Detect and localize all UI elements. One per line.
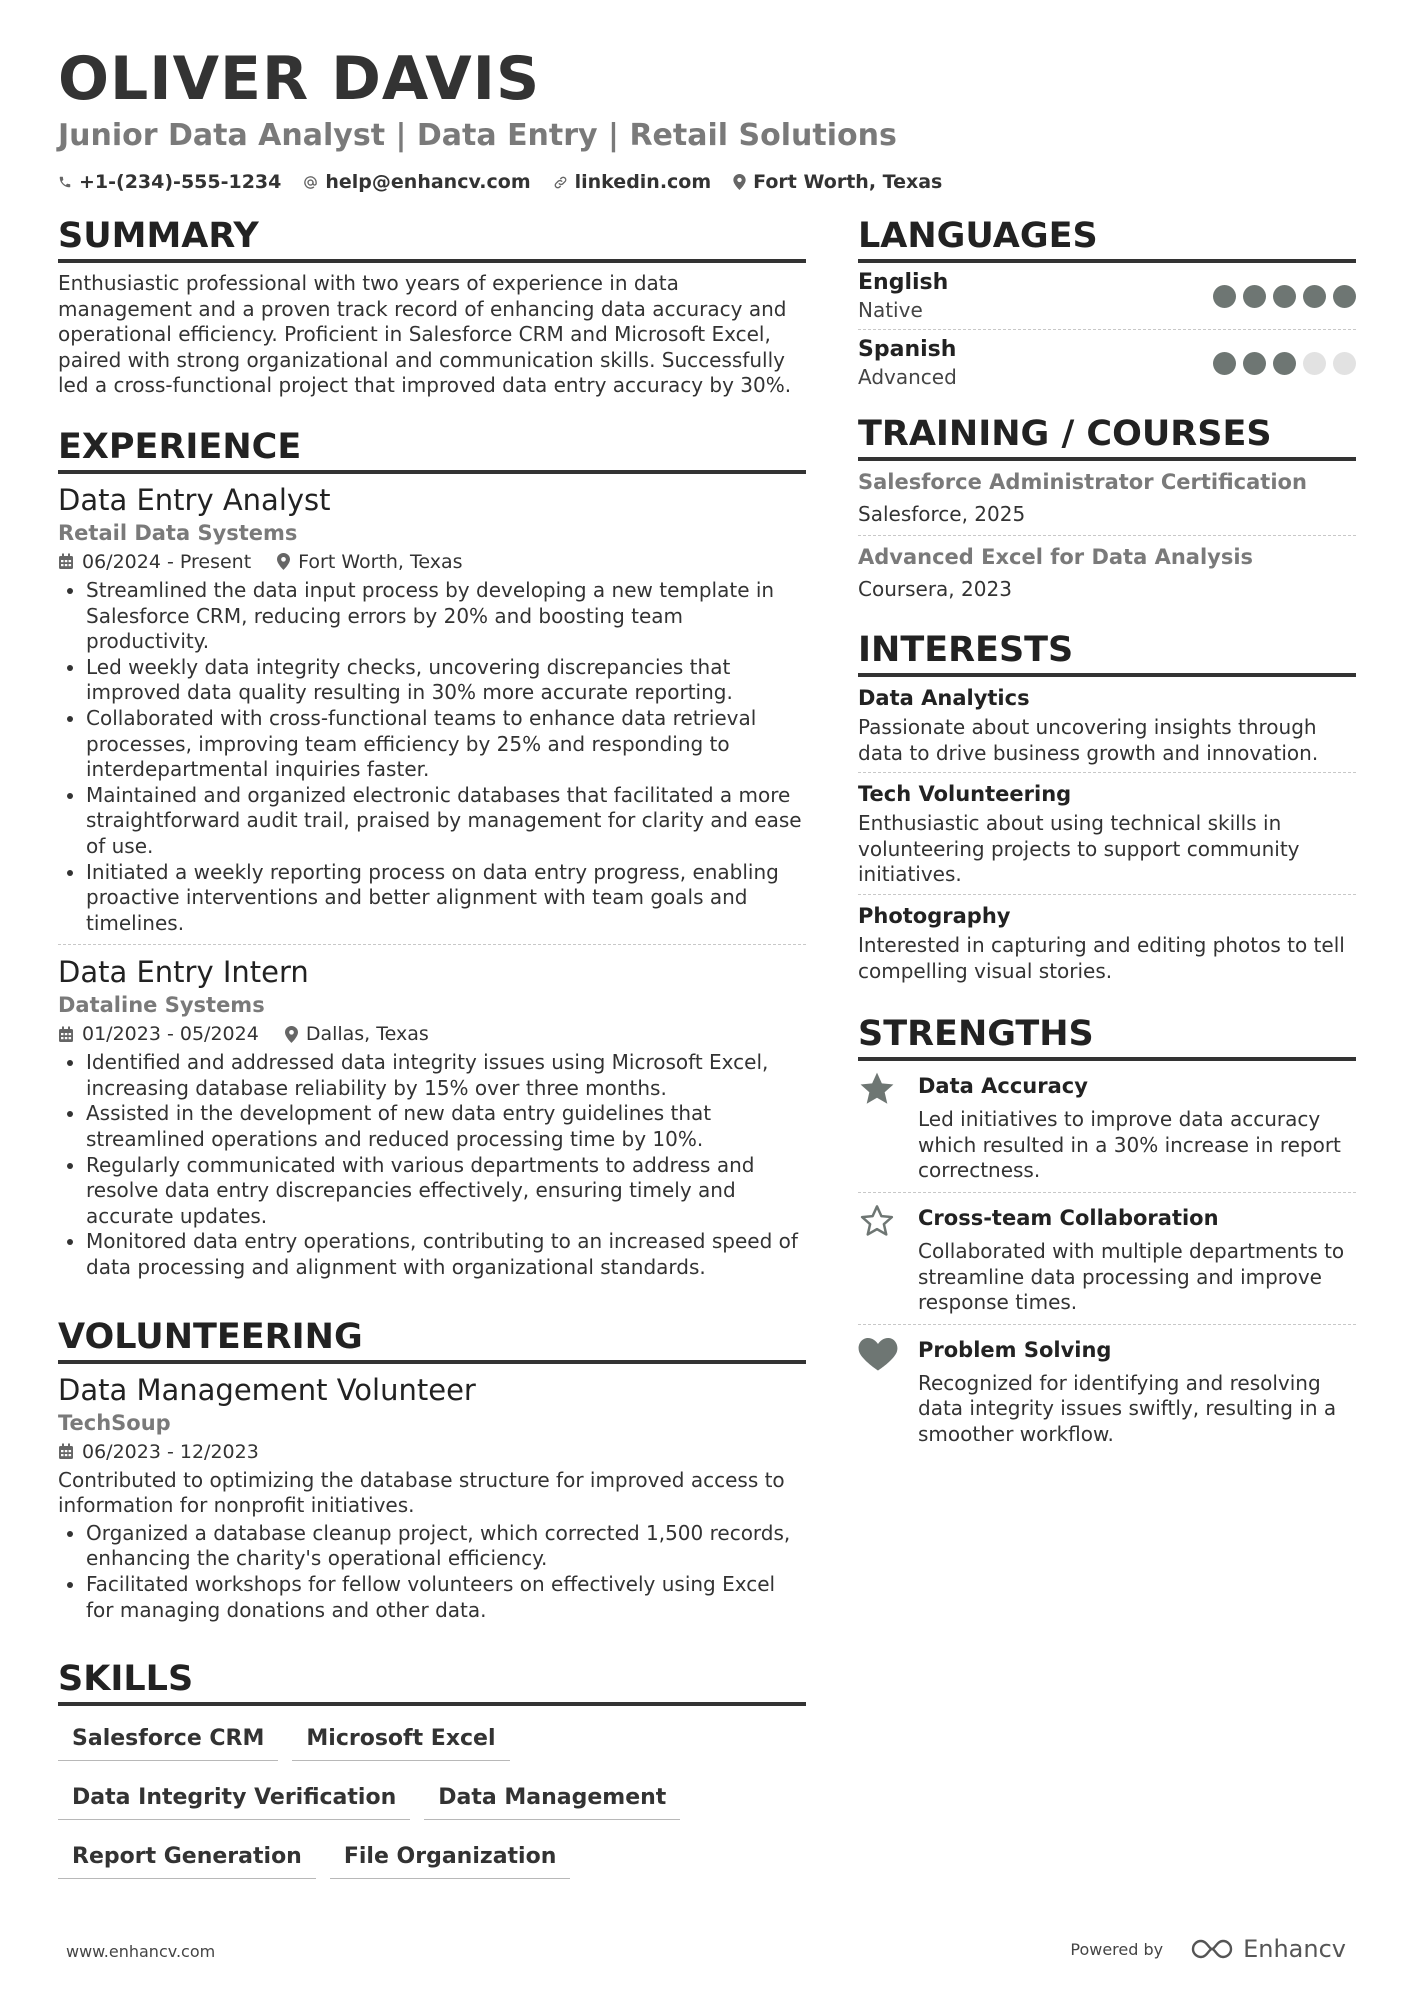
interest-title: Data Analytics xyxy=(858,686,1030,710)
contact-phone[interactable] xyxy=(58,171,281,193)
volunteering-section xyxy=(58,1315,806,1632)
job-bullets xyxy=(58,578,806,936)
course-org: Coursera, 2023 xyxy=(858,577,1012,601)
job-company: Dataline Systems xyxy=(58,993,265,1018)
job-bullet: • Assisted in the development of new data entry guidelines that streamlined operations and reduced processing time by 10%. xyxy=(86,1101,806,1152)
course-title: Advanced Excel for Data Analysis xyxy=(858,545,1254,569)
job-bullet: • Led weekly data integrity checks, uncovering discrepancies that improved data quality resulting in 30% more accurate reporting. xyxy=(86,655,806,706)
interest-title: Photography xyxy=(858,903,1011,928)
at-icon xyxy=(303,175,318,190)
rating-dot-filled xyxy=(1213,285,1236,308)
location-pin-icon xyxy=(285,1026,298,1043)
language-name: English xyxy=(858,270,949,295)
email-text: help@enhancv.com xyxy=(325,171,531,193)
volunteer-bullets xyxy=(58,1521,806,1623)
contact-location xyxy=(733,171,942,193)
interest-title: Tech Volunteering xyxy=(858,782,1072,807)
right-column xyxy=(858,214,1356,1482)
job-dates xyxy=(58,548,251,576)
skill-tag: Microsoft Excel xyxy=(292,1716,509,1761)
training-heading: TRAINING / COURSES xyxy=(858,412,1356,461)
interest-desc: Enthusiastic about using technical skills in volunteering projects to support community initiatives. xyxy=(858,811,1300,887)
strength-desc: Led initiatives to improve data accuracy which resulted in a 30% increase in report correctness. xyxy=(918,1107,1341,1183)
strength-item xyxy=(858,1061,1356,1193)
volunteering-heading: VOLUNTEERING xyxy=(58,1315,806,1364)
contact-bar xyxy=(58,169,964,195)
course-title: Salesforce Administrator Certification xyxy=(858,470,1307,494)
experience-section xyxy=(58,425,806,1289)
volunteer-description: Contributed to optimizing the database structure for improved access to information for nonprofit initiatives. xyxy=(58,1467,785,1518)
language-rating xyxy=(1206,285,1356,308)
job-bullet: • Regularly communicated with various departments to address and resolve data entry discrepancies effectively, ensuring timely and accurate updates. xyxy=(86,1153,806,1230)
language-item xyxy=(858,263,1356,330)
job-title: Data Entry Intern xyxy=(58,955,309,990)
summary-section xyxy=(58,214,806,399)
phone-text: +1-(234)-555-1234 xyxy=(79,171,282,193)
linkedin-text: linkedin.com xyxy=(574,171,712,193)
left-column xyxy=(58,214,806,1919)
strength-title: Data Accuracy xyxy=(918,1074,1088,1099)
phone-icon xyxy=(58,175,72,189)
job-location-text: Fort Worth, Texas xyxy=(298,550,463,573)
contact-email[interactable] xyxy=(303,171,530,193)
job-bullet: • Monitored data entry operations, contributing to an increased speed of data processing and alignment with organizational standards. xyxy=(86,1229,806,1280)
rating-dot-filled xyxy=(1213,352,1236,375)
training-section xyxy=(858,412,1356,610)
job-bullet: • Streamlined the data input process by developing a new template in Salesforce CRM, reducing errors by 20% and boosting team productivity. xyxy=(86,578,806,655)
skill-tag: File Organization xyxy=(330,1834,571,1879)
language-rating xyxy=(1206,352,1356,375)
job-bullet: • Collaborated with cross-functional teams to enhance data retrieval processes, improving team efficiency by 25% and responding to interdepartmental inquiries faster. xyxy=(86,706,806,783)
interest-item xyxy=(858,677,1356,773)
rating-dot-empty xyxy=(1333,352,1356,375)
experience-entry xyxy=(58,954,806,1288)
job-meta xyxy=(58,1020,806,1048)
volunteer-bullet: • Facilitated workshops for fellow volunteers on effectively using Excel for managing donations and other data. xyxy=(86,1572,806,1623)
strength-item xyxy=(858,1325,1356,1456)
job-location xyxy=(277,548,462,576)
strengths-section xyxy=(858,1012,1356,1455)
course-item xyxy=(858,461,1356,536)
star-filled-icon xyxy=(858,1071,896,1107)
job-dates-text: 01/2023 - 05/2024 xyxy=(82,1023,259,1046)
volunteering-entry xyxy=(58,1372,806,1632)
volunteer-dates xyxy=(58,1438,259,1466)
location-text: Fort Worth, Texas xyxy=(753,171,943,193)
calendar-icon xyxy=(58,1443,74,1460)
rating-dot-filled xyxy=(1273,285,1296,308)
job-company: Retail Data Systems xyxy=(58,520,298,545)
rating-dot-filled xyxy=(1273,352,1296,375)
job-location-text: Dallas, Texas xyxy=(305,1023,429,1046)
footer-branding xyxy=(1070,1935,1346,1963)
experience-heading: EXPERIENCE xyxy=(58,425,806,474)
languages-heading: LANGUAGES xyxy=(858,214,1356,263)
rating-dot-filled xyxy=(1333,285,1356,308)
volunteer-role: Data Management Volunteer xyxy=(58,1372,476,1407)
strength-item xyxy=(858,1193,1356,1325)
rating-dot-empty xyxy=(1303,352,1326,375)
skill-tag: Salesforce CRM xyxy=(58,1716,278,1761)
calendar-icon xyxy=(58,553,74,570)
strengths-heading: STRENGTHS xyxy=(858,1012,1356,1061)
job-location xyxy=(285,1020,429,1048)
candidate-name: OLIVER DAVIS xyxy=(58,44,541,114)
language-name: Spanish xyxy=(858,337,957,362)
skill-tag: Data Management xyxy=(424,1775,680,1820)
language-item xyxy=(858,330,1356,394)
language-level: Native xyxy=(858,298,923,322)
job-dates-text: 06/2024 - Present xyxy=(82,550,252,573)
strength-desc: Recognized for identifying and resolving data integrity issues swiftly, resulting in a smoother workflow. xyxy=(918,1370,1337,1446)
brand-name: Enhancv xyxy=(1243,1935,1346,1963)
experience-entry xyxy=(58,482,806,945)
interest-item xyxy=(858,773,1356,895)
volunteer-meta xyxy=(58,1438,806,1466)
strength-desc: Collaborated with multiple departments to streamline data processing and improve response times. xyxy=(918,1238,1345,1315)
job-bullet: • Maintained and organized electronic databases that facilitated a more straightforward audit trail, praised by management for clarity and ease of use. xyxy=(86,783,806,860)
volunteer-org: TechSoup xyxy=(58,1410,171,1435)
job-meta xyxy=(58,548,806,576)
strength-title: Problem Solving xyxy=(918,1337,1112,1362)
enhancv-logo-icon xyxy=(1189,1937,1235,1961)
location-pin-icon xyxy=(733,174,746,190)
rating-dot-filled xyxy=(1303,285,1326,308)
calendar-icon xyxy=(58,1026,74,1043)
brand-logo[interactable] xyxy=(1189,1935,1346,1963)
strength-title: Cross-team Collaboration xyxy=(918,1205,1219,1230)
skills-section xyxy=(58,1657,806,1893)
volunteer-bullet: • Organized a database cleanup project, which corrected 1,500 records, enhancing the charity's operational efficiency. xyxy=(86,1521,806,1572)
job-bullet: • Identified and addressed data integrity issues using Microsoft Excel, increasing database reliability by 15% over three months. xyxy=(86,1050,806,1101)
star-outline-icon xyxy=(858,1203,896,1239)
interest-desc: Passionate about uncovering insights through data to drive business growth and innovation. xyxy=(858,715,1319,765)
contact-linkedin[interactable] xyxy=(553,171,712,193)
location-pin-icon xyxy=(277,553,290,570)
interests-heading: INTERESTS xyxy=(858,628,1356,677)
job-dates xyxy=(58,1020,259,1048)
volunteer-dates-text: 06/2023 - 12/2023 xyxy=(82,1440,259,1463)
rating-dot-filled xyxy=(1243,285,1266,308)
link-icon xyxy=(553,175,568,190)
rating-dot-filled xyxy=(1243,352,1266,375)
candidate-tagline: Junior Data Analyst | Data Entry | Retail Solutions xyxy=(58,118,897,153)
footer-website[interactable]: www.enhancv.com xyxy=(66,1942,216,1961)
course-org: Salesforce, 2025 xyxy=(858,502,1026,526)
skill-tag: Report Generation xyxy=(58,1834,316,1879)
interest-desc: Interested in capturing and editing photos to tell compelling visual stories. xyxy=(858,932,1345,983)
summary-heading: SUMMARY xyxy=(58,214,806,263)
skills-heading: SKILLS xyxy=(58,1657,806,1706)
powered-by-text: Powered by xyxy=(1070,1939,1164,1959)
summary-text: Enthusiastic professional with two years of experience in data management and a proven track record of enhancing data accuracy and operational efficiency. Proficient in Salesforce CRM and Microsoft Excel, paired with strong organizational and communication skills. Successfully led a cross-functional project that improved data entry accuracy by 30%. xyxy=(58,271,792,398)
skill-tag: Data Integrity Verification xyxy=(58,1775,410,1820)
interest-item xyxy=(858,895,1356,990)
job-title: Data Entry Analyst xyxy=(58,482,331,517)
course-item xyxy=(858,536,1356,610)
heart-icon xyxy=(858,1335,898,1371)
languages-section xyxy=(858,214,1356,394)
job-bullet: • Initiated a weekly reporting process on data entry progress, enabling proactive interventions and better alignment with team goals and timelines. xyxy=(86,860,806,937)
skills-list xyxy=(58,1716,806,1893)
interests-section xyxy=(858,628,1356,990)
job-bullets xyxy=(58,1050,806,1280)
language-level: Advanced xyxy=(858,365,957,389)
